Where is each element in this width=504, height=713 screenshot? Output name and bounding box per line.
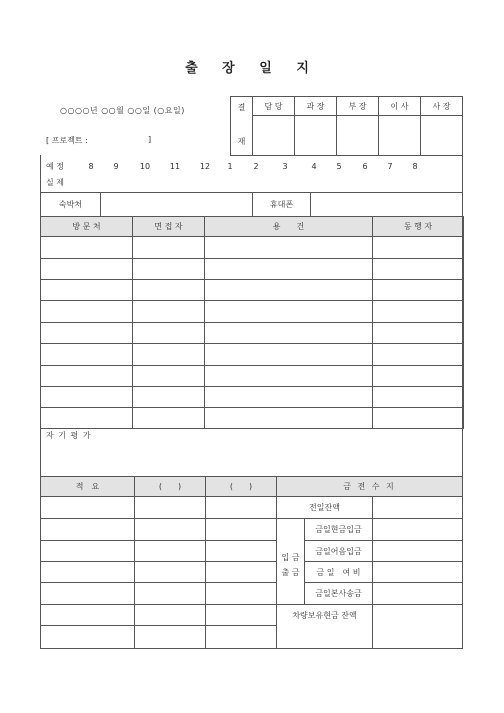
approval-role-president: 사 장 — [432, 101, 451, 111]
expense-header-col2: ( ) — [229, 482, 253, 491]
hour-label: 9 — [113, 161, 119, 171]
page-title: 출 장 일 지 — [185, 61, 319, 76]
table-cell[interactable] — [133, 387, 205, 408]
approval-role-manager: 과 장 — [306, 101, 325, 111]
project-label: [ 프로젝트 : — [46, 136, 88, 145]
table-cell[interactable] — [205, 280, 373, 301]
table-cell[interactable] — [205, 323, 373, 344]
hour-label: 12 — [199, 161, 211, 171]
header-purpose: 용 건 — [205, 217, 373, 237]
table-cell[interactable] — [373, 366, 464, 387]
table-cell[interactable] — [133, 237, 205, 259]
hour-label: 11 — [169, 161, 181, 171]
table-row — [41, 387, 464, 408]
table-cell[interactable] — [373, 280, 464, 301]
lodging-field[interactable] — [101, 193, 252, 216]
travel-cost-field[interactable] — [373, 562, 462, 582]
hour-label: 7 — [387, 161, 393, 171]
table-cell[interactable] — [205, 366, 373, 387]
phone-label: 휴대폰 — [269, 200, 294, 209]
table-cell[interactable] — [373, 408, 464, 429]
table-cell[interactable] — [41, 237, 133, 259]
approval-label-top: 결 — [237, 102, 246, 112]
date-line: ○○○○년 ○○월 ○○일 (○요일) — [60, 106, 185, 115]
expense-item-bill-deposit: 금일어음입금 — [315, 546, 362, 556]
expense-header-summary: 적 요 — [75, 482, 100, 491]
expense-header-balance: 금 전 수 지 — [343, 482, 396, 491]
hq-remittance-field[interactable] — [373, 583, 462, 604]
table-cell[interactable] — [133, 408, 205, 429]
prev-balance-field[interactable] — [373, 497, 462, 518]
table-cell[interactable] — [205, 237, 373, 259]
final-balance-field[interactable] — [373, 605, 462, 648]
final-balance-label: 차량보유현금 잔액 — [292, 610, 357, 620]
table-cell[interactable] — [205, 387, 373, 408]
table-cell[interactable] — [41, 280, 133, 301]
approval-label-bottom: 재 — [237, 136, 246, 146]
table-cell[interactable] — [41, 323, 133, 344]
table-cell[interactable] — [373, 259, 464, 280]
hour-label: 8 — [412, 161, 418, 171]
schedule-plan-label: 예 정 — [46, 161, 64, 171]
schedule-actual-label: 실 제 — [46, 177, 64, 187]
signature-slot-president[interactable] — [421, 116, 462, 155]
lodging-label: 숙박처 — [58, 200, 83, 209]
hour-label: 4 — [311, 161, 317, 171]
hour-label: 2 — [253, 161, 259, 171]
table-row — [41, 344, 464, 366]
phone-field[interactable] — [311, 193, 462, 216]
header-interviewee: 면 접 자 — [133, 217, 205, 237]
table-cell[interactable] — [205, 408, 373, 429]
table-row — [41, 301, 464, 323]
cash-deposit-field[interactable] — [373, 519, 462, 540]
table-cell[interactable] — [133, 301, 205, 323]
table-row — [41, 366, 464, 387]
expense-header-col1: ( ) — [158, 482, 182, 491]
table-cell[interactable] — [41, 301, 133, 323]
table-cell[interactable] — [205, 259, 373, 280]
table-cell[interactable] — [373, 301, 464, 323]
table-cell[interactable] — [373, 387, 464, 408]
signature-slot-dept-head[interactable] — [337, 116, 378, 155]
table-cell[interactable] — [133, 344, 205, 366]
approval-role-staff: 담 당 — [264, 101, 283, 111]
table-row — [41, 280, 464, 301]
table-cell[interactable] — [41, 344, 133, 366]
table-cell[interactable] — [205, 344, 373, 366]
table-cell[interactable] — [205, 301, 373, 323]
header-companion: 동 행 자 — [373, 217, 464, 237]
table-cell[interactable] — [373, 237, 464, 259]
table-cell[interactable] — [133, 280, 205, 301]
table-cell[interactable] — [133, 323, 205, 344]
bill-deposit-field[interactable] — [373, 541, 462, 561]
table-row — [41, 237, 464, 259]
table-cell[interactable] — [133, 259, 205, 280]
table-row — [41, 408, 464, 429]
hour-label: 6 — [362, 161, 368, 171]
visit-table-header — [41, 217, 464, 237]
self-eval-field[interactable] — [41, 444, 462, 476]
visit-table — [40, 216, 464, 429]
table-cell[interactable] — [41, 387, 133, 408]
table-cell[interactable] — [133, 366, 205, 387]
self-eval-label: 자 기 평 가 — [46, 430, 92, 440]
expense-item-cash-deposit: 금일현금입금 — [315, 525, 362, 534]
signature-slot-director[interactable] — [379, 116, 420, 155]
table-cell[interactable] — [41, 259, 133, 280]
expense-item-travel-cost: 금 일 여 비 — [316, 567, 361, 577]
signature-slot-manager[interactable] — [295, 116, 336, 155]
hour-label: 8 — [88, 161, 94, 171]
hour-label: 10 — [139, 161, 151, 171]
deposit-withdraw-label: 입 금 출 금 — [281, 553, 300, 577]
table-cell[interactable] — [373, 323, 464, 344]
header-visit-place: 방 문 처 — [41, 217, 133, 237]
table-cell[interactable] — [41, 366, 133, 387]
prev-balance-label: 전일잔액 — [309, 503, 340, 512]
table-cell[interactable] — [373, 344, 464, 366]
table-cell[interactable] — [41, 408, 133, 429]
project-close-bracket: ] — [148, 135, 152, 144]
approval-role-director: 이 사 — [390, 101, 409, 111]
table-row — [41, 323, 464, 344]
hour-label: 5 — [336, 161, 342, 171]
expense-item-hq-remittance: 금일본사송금 — [315, 589, 362, 598]
hour-label: 3 — [282, 161, 288, 171]
table-row — [41, 259, 464, 280]
signature-slot-staff[interactable] — [253, 116, 294, 155]
approval-role-dept-head: 부 장 — [348, 101, 367, 111]
hour-label: 1 — [227, 161, 233, 171]
